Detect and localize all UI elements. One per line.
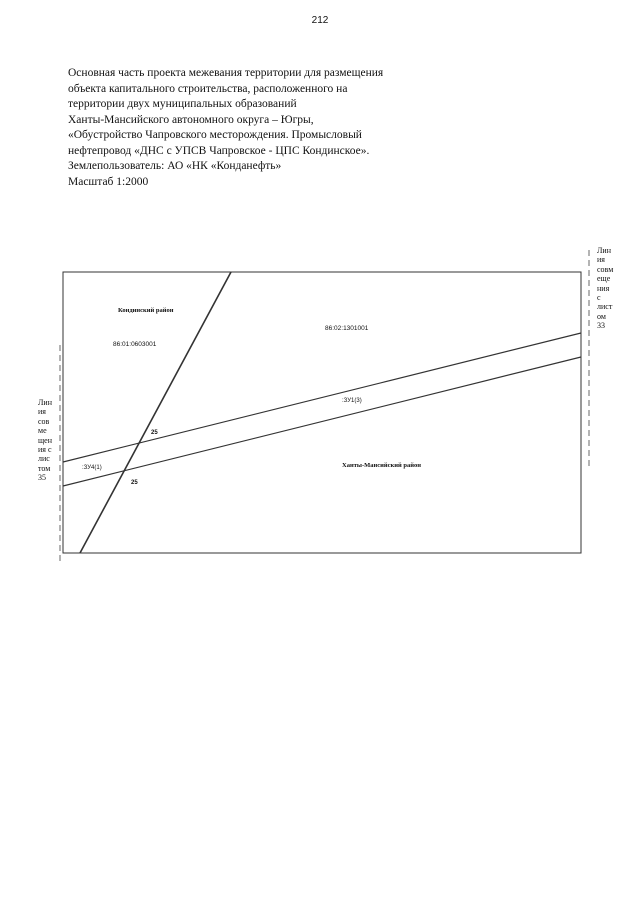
join-label-line: лис	[38, 454, 50, 464]
point-lower-label: 25	[131, 480, 138, 486]
title-line: Землепользователь: АО «НК «Конданефть»	[68, 160, 282, 172]
join-label-line: Лин	[597, 246, 611, 255]
page-number: 212	[311, 15, 329, 26]
join-label-line: 35	[38, 473, 46, 483]
join-label-line: Лин	[38, 398, 52, 407]
join-label-line: ния	[597, 283, 610, 293]
join-label-line: щен	[38, 435, 52, 445]
join-label-line: с	[597, 293, 601, 303]
title-line: «Обустройство Чапровского месторождения. Промысловый	[68, 129, 362, 141]
district-kondinsky-label: Кондинский район	[118, 307, 174, 314]
join-label-line: ия	[38, 407, 46, 417]
left-join-label	[38, 398, 62, 483]
title-line: территории двух муниципальных образований	[68, 98, 297, 110]
title-line: Основная часть проекта межевания территории для размещения	[68, 67, 384, 79]
title-line: Ханты-Мансийского автономного округа – Югры,	[68, 113, 314, 126]
title-line: объекта капитального строительства, расположенного на	[68, 82, 348, 95]
plot-zu1-label: :ЗУ1(3)	[342, 398, 362, 404]
join-label-line: сов	[38, 416, 50, 426]
join-label-line: совм	[597, 264, 614, 274]
join-label-line: том	[38, 463, 51, 473]
district-boundary-line	[80, 272, 231, 553]
join-label-line: еще	[597, 274, 611, 284]
join-label-line: ме	[38, 426, 47, 436]
join-label-line: 33	[597, 321, 605, 331]
join-label-line: ом	[597, 311, 606, 321]
title-line: Масштаб 1:2000	[68, 175, 149, 188]
join-label-line: лист	[597, 302, 613, 312]
point-upper-label: 25	[151, 430, 158, 436]
cadastral-left-label: 86:01:0603001	[113, 341, 157, 348]
plot-zu4-label: :ЗУ4(1)	[82, 465, 102, 471]
join-label-line: ия с	[38, 445, 52, 455]
cadastral-right-label: 86:02:1301001	[325, 325, 369, 332]
map-frame	[63, 272, 581, 553]
join-label-line: ия	[597, 255, 605, 265]
corridor-upper-line	[63, 333, 581, 462]
title-line: нефтепровод «ДНС с УПСВ Чапровское - ЦПС Кондинское».	[68, 144, 370, 157]
right-join-label	[597, 246, 621, 331]
district-khanty-label: Ханты-Мансийский район	[342, 462, 421, 469]
corridor-lower-line	[63, 357, 581, 486]
